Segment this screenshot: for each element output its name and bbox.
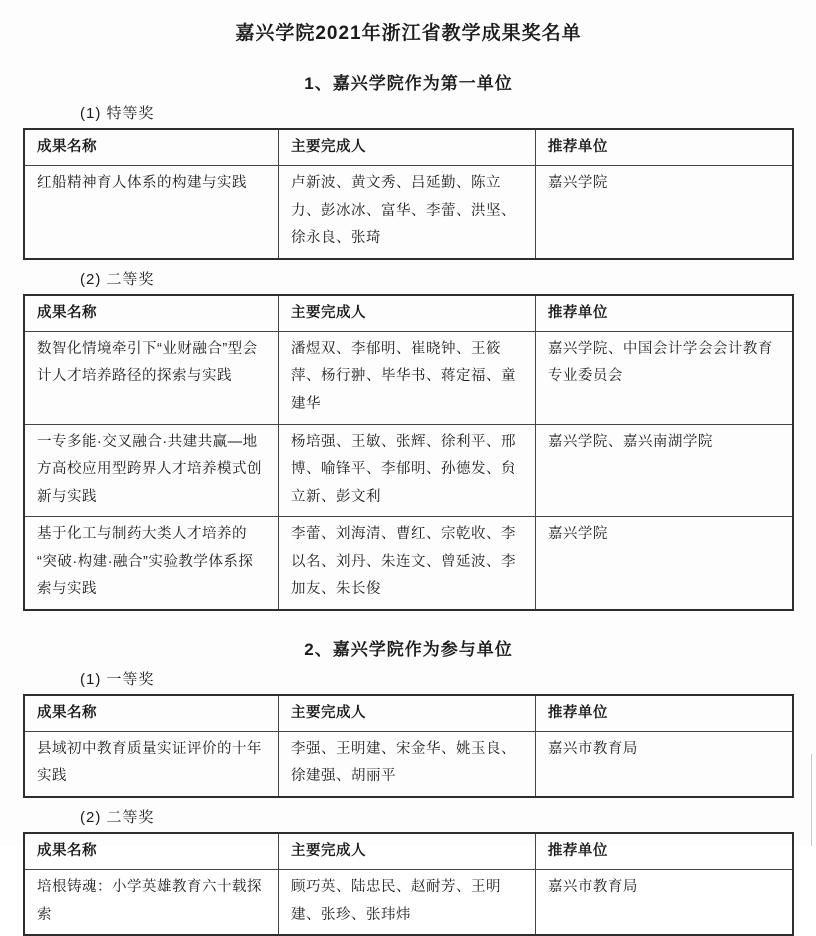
award-grade-label: (1) 特等奖 (80, 105, 155, 122)
recommender-cell: 嘉兴市教育局 (535, 731, 793, 797)
award-grade-label: (2) 二等奖 (80, 809, 155, 827)
award-section (23, 635, 794, 936)
table-head (24, 695, 793, 732)
table-row (24, 870, 793, 936)
header-row (24, 695, 793, 732)
table-row (24, 166, 793, 259)
column-header-recommending-unit: 推荐单位 (535, 833, 793, 870)
achievement-name-cell: 一专多能·交叉融合·共建共赢—地方高校应用型跨界人才培养模式创新与实践 (24, 424, 279, 517)
column-header-recommending-unit: 推荐单位 (535, 295, 793, 332)
header-row (24, 129, 793, 166)
achievement-name-cell: 基于化工与制药大类人才培养的“突破·构建·融合”实验教学体系探索与实践 (24, 517, 279, 610)
column-header-achievement-name: 成果名称 (24, 295, 279, 332)
column-header-main-completers: 主要完成人 (279, 129, 536, 166)
column-header-recommending-unit: 推荐单位 (535, 129, 793, 166)
table-head (24, 295, 793, 332)
section-heading: 1、嘉兴学院作为第一单位 (304, 74, 513, 93)
achievement-name-cell: 数智化情境牵引下“业财融合”型会计人才培养路径的探索与实践 (24, 331, 279, 424)
column-header-recommending-unit: 推荐单位 (535, 695, 793, 732)
table-body (24, 166, 793, 259)
table-body (24, 870, 793, 936)
recommender-cell: 嘉兴市教育局 (535, 870, 793, 936)
table-row (24, 517, 793, 610)
section-heading: 2、嘉兴学院作为参与单位 (304, 639, 513, 659)
completers-cell: 李强、王明建、宋金华、姚玉良、徐建强、胡丽平 (279, 731, 536, 797)
recommender-cell: 嘉兴学院 (535, 517, 793, 610)
awards-table (23, 128, 794, 260)
header-row (24, 295, 793, 332)
award-grade-label: (2) 二等奖 (80, 270, 155, 288)
awards-table (23, 832, 794, 936)
table-head (24, 833, 793, 870)
achievement-name-cell: 培根铸魂：小学英雄教育六十载探索 (24, 870, 279, 936)
column-header-main-completers: 主要完成人 (279, 695, 536, 732)
scan-edge-line (811, 754, 812, 846)
column-header-achievement-name: 成果名称 (24, 695, 279, 732)
awards-table (23, 294, 794, 611)
completers-cell: 顾巧英、陆忠民、赵耐芳、王明建、张珍、张玮炜 (279, 870, 536, 936)
column-header-achievement-name: 成果名称 (24, 129, 279, 166)
table-body (24, 731, 793, 797)
table-row (24, 731, 793, 797)
header-row (24, 833, 793, 870)
table-row (24, 331, 793, 424)
achievement-name-cell: 红船精神育人体系的构建与实践 (24, 166, 279, 259)
achievement-name-cell: 县域初中教育质量实证评价的十年实践 (24, 731, 279, 797)
table-head (24, 129, 793, 166)
completers-cell: 潘煜双、李郁明、崔晓钟、王筱萍、杨行翀、毕华书、蒋定福、童建华 (279, 331, 536, 424)
column-header-achievement-name: 成果名称 (24, 833, 279, 870)
column-header-main-completers: 主要完成人 (279, 295, 536, 332)
table-row (24, 424, 793, 517)
completers-cell: 杨培强、王敏、张辉、徐利平、邢博、喻锋平、李郁明、孙德发、贠立新、彭文利 (279, 424, 536, 517)
column-header-main-completers: 主要完成人 (279, 833, 536, 870)
recommender-cell: 嘉兴学院、嘉兴南湖学院 (535, 424, 793, 517)
award-grade-label: (1) 一等奖 (80, 670, 155, 688)
completers-cell: 李蕾、刘海清、曹红、宗乾收、李以名、刘丹、朱连文、曾延波、李加友、朱长俊 (279, 517, 536, 610)
sections-container (23, 69, 794, 936)
awards-table (23, 694, 794, 798)
recommender-cell: 嘉兴学院 (535, 166, 793, 259)
completers-cell: 卢新波、黄文秀、吕延勤、陈立力、彭冰冰、富华、李蕾、洪坚、徐永良、张琦 (279, 166, 536, 259)
page-title: 嘉兴学院2021年浙江省教学成果奖名单 (235, 23, 582, 44)
table-body (24, 331, 793, 609)
award-section (23, 69, 794, 611)
recommender-cell: 嘉兴学院、中国会计学会会计教育专业委员会 (535, 331, 793, 424)
